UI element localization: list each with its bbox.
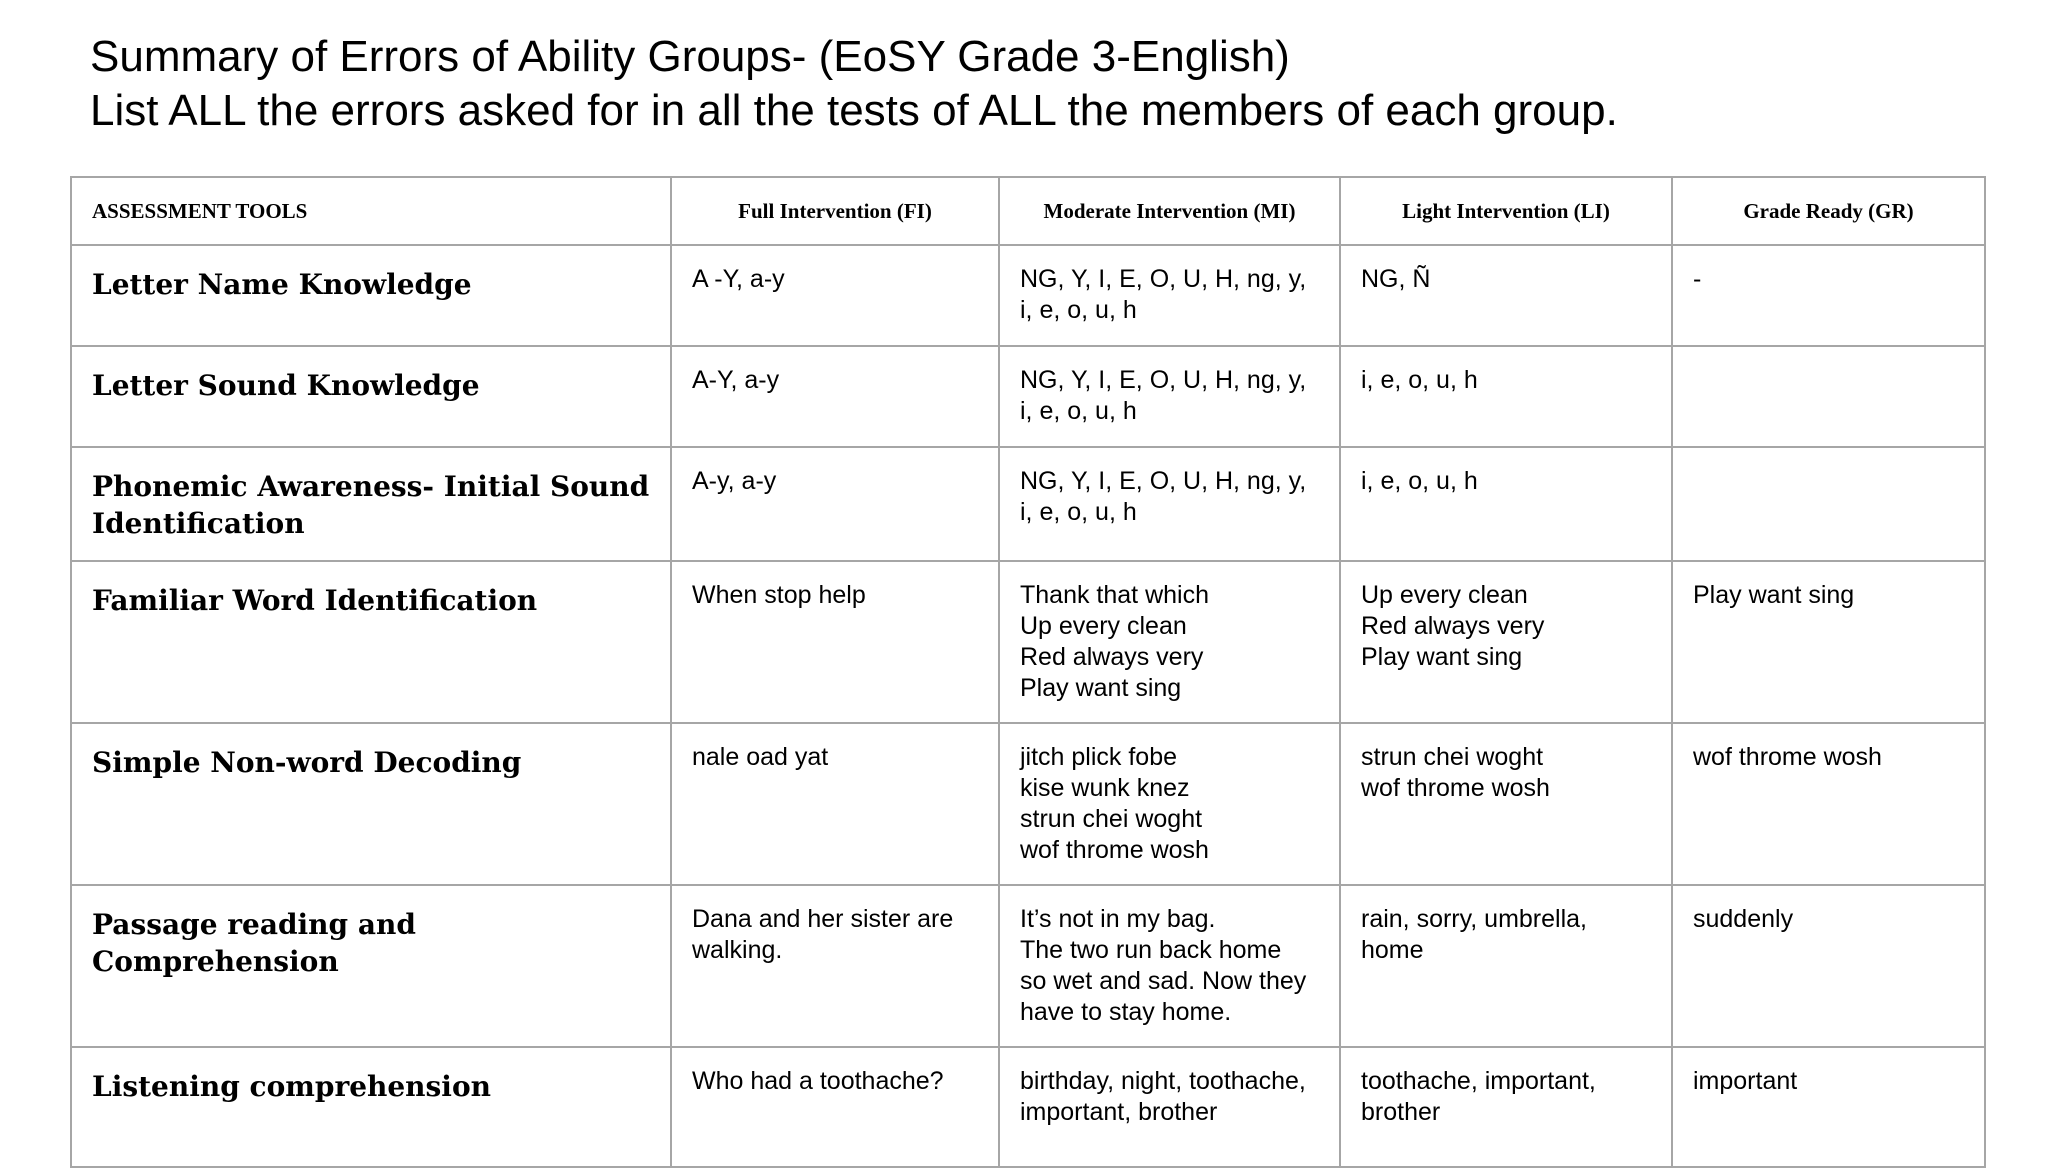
header-light-intervention: Light Intervention (LI) xyxy=(1340,177,1672,245)
table-row xyxy=(71,561,1985,723)
cell-li: NG, Ñ xyxy=(1340,245,1672,346)
cell-li: toothache, important, brother xyxy=(1340,1047,1672,1167)
table-row xyxy=(71,885,1985,1047)
page-title: Summary of Errors of Ability Groups- (EoSY Grade 3-English) xyxy=(90,32,1290,81)
row-label: Listening comprehension xyxy=(71,1047,671,1167)
header-assessment-tools: ASSESSMENT TOOLS xyxy=(71,177,671,245)
table-header-row xyxy=(71,177,1985,245)
table-row xyxy=(71,1047,1985,1167)
cell-li: rain, sorry, umbrella, home xyxy=(1340,885,1672,1047)
header-grade-ready: Grade Ready (GR) xyxy=(1672,177,1985,245)
cell-gr: - xyxy=(1672,245,1985,346)
cell-gr: important xyxy=(1672,1047,1985,1167)
row-label: Letter Name Knowledge xyxy=(71,245,671,346)
cell-mi: jitch plick fobe kise wunk knez strun chei woght wof throme wosh xyxy=(999,723,1340,885)
header-full-intervention: Full Intervention (FI) xyxy=(671,177,999,245)
table-row xyxy=(71,447,1985,561)
page-subtitle: List ALL the errors asked for in all the tests of ALL the members of each group. xyxy=(90,86,1618,135)
row-label: Phonemic Awareness- Initial Sound Identification xyxy=(71,447,671,561)
header-moderate-intervention: Moderate Intervention (MI) xyxy=(999,177,1340,245)
cell-fi: Dana and her sister are walking. xyxy=(671,885,999,1047)
cell-fi: A-y, a-y xyxy=(671,447,999,561)
cell-li: Up every clean Red always very Play want sing xyxy=(1340,561,1672,723)
table-row xyxy=(71,245,1985,346)
cell-fi: When stop help xyxy=(671,561,999,723)
cell-fi: nale oad yat xyxy=(671,723,999,885)
row-label: Letter Sound Knowledge xyxy=(71,346,671,447)
cell-fi: A -Y, a-y xyxy=(671,245,999,346)
row-label: Passage reading and Comprehension xyxy=(71,885,671,1047)
cell-gr xyxy=(1672,447,1985,561)
row-label: Simple Non-word Decoding xyxy=(71,723,671,885)
cell-fi: Who had a toothache? xyxy=(671,1047,999,1167)
cell-gr xyxy=(1672,346,1985,447)
table-row xyxy=(71,723,1985,885)
cell-fi: A-Y, a-y xyxy=(671,346,999,447)
cell-mi: NG, Y, I, E, O, U, H, ng, y, i, e, o, u, h xyxy=(999,245,1340,346)
page-title-block xyxy=(90,30,1990,138)
cell-mi: NG, Y, I, E, O, U, H, ng, y, i, e, o, u, h xyxy=(999,447,1340,561)
table-row xyxy=(71,346,1985,447)
cell-mi: birthday, night, toothache, important, brother xyxy=(999,1047,1340,1167)
cell-li: strun chei woght wof throme wosh xyxy=(1340,723,1672,885)
errors-summary-table xyxy=(70,176,1986,1168)
cell-mi: It’s not in my bag. The two run back home so wet and sad. Now they have to stay home. xyxy=(999,885,1340,1047)
cell-mi: Thank that which Up every clean Red always very Play want sing xyxy=(999,561,1340,723)
cell-mi: NG, Y, I, E, O, U, H, ng, y, i, e, o, u, h xyxy=(999,346,1340,447)
cell-gr: wof throme wosh xyxy=(1672,723,1985,885)
cell-gr: suddenly xyxy=(1672,885,1985,1047)
row-label: Familiar Word Identification xyxy=(71,561,671,723)
cell-li: i, e, o, u, h xyxy=(1340,346,1672,447)
cell-gr: Play want sing xyxy=(1672,561,1985,723)
cell-li: i, e, o, u, h xyxy=(1340,447,1672,561)
